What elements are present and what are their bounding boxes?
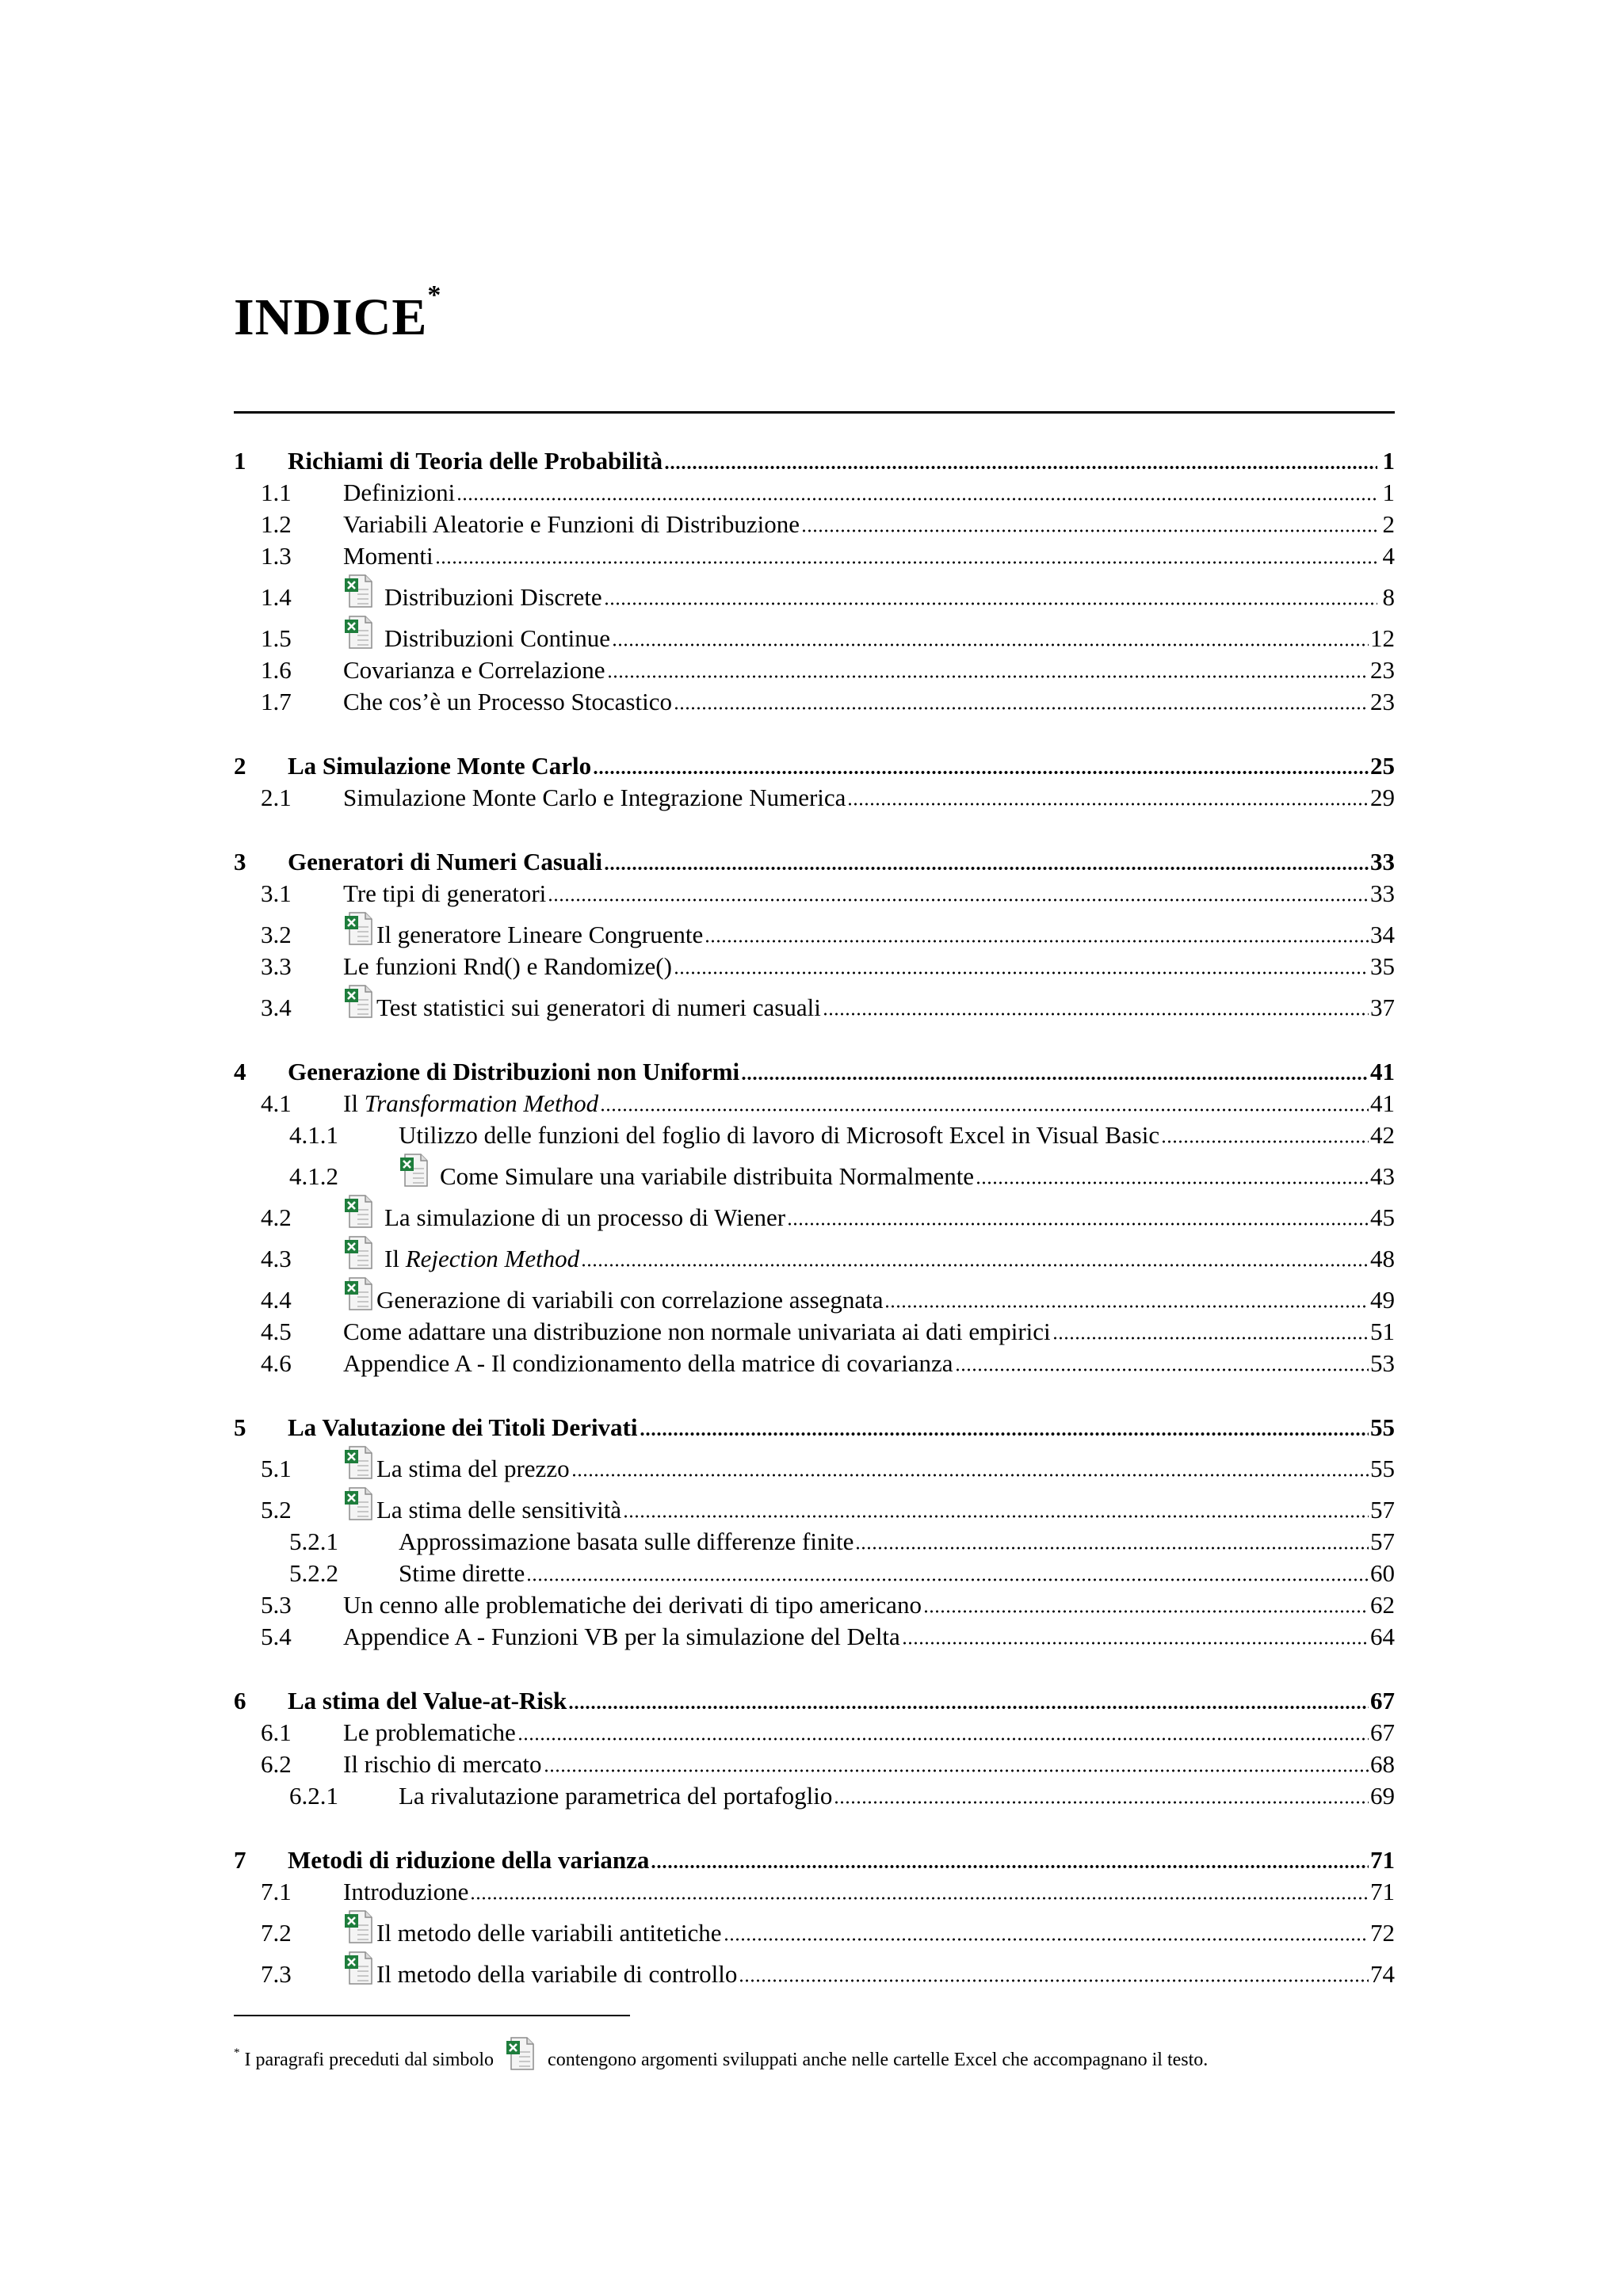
dot-leader: [640, 1432, 1369, 1436]
toc-number: 6.2: [261, 1750, 292, 1778]
toc-title: [343, 1878, 468, 1906]
toc-title-text: Le problematiche: [343, 1718, 516, 1746]
toc-title: [343, 510, 800, 539]
toc-number: 3.3: [261, 952, 292, 980]
dot-leader: [674, 971, 1369, 975]
dot-leader: [544, 1768, 1369, 1773]
toc-page-number: 41: [1370, 1058, 1395, 1085]
toc-chapter-entry: [234, 1685, 1395, 1717]
toc-page-number: 67: [1370, 1718, 1395, 1746]
toc-title: [288, 1687, 567, 1715]
toc-page-number: 64: [1370, 1623, 1395, 1650]
toc-title-text: Simulazione Monte Carlo e Integrazione Numerica: [343, 784, 846, 811]
toc-page-number: 57: [1370, 1496, 1395, 1524]
toc-title: [440, 1162, 974, 1191]
toc-section-entry: [234, 1908, 1395, 1949]
toc-page-number: 4: [1382, 542, 1395, 570]
toc-title-text: Che cos’è un Processo Stocastico: [343, 688, 672, 715]
toc-page-number: 74: [1370, 1960, 1395, 1988]
toc-section-entry: [234, 1151, 1395, 1192]
toc-section-entry: [234, 1621, 1395, 1653]
toc-title-text: Il generatore Lineare Congruente: [376, 921, 704, 948]
toc-title: [343, 784, 846, 812]
toc-title: [376, 1455, 570, 1483]
toc-title: [376, 1496, 621, 1524]
toc-number: 4.5: [261, 1318, 292, 1345]
toc-chapter-entry: [234, 750, 1395, 782]
toc-chapter-entry: [234, 445, 1395, 477]
excel-file-icon: [343, 1486, 375, 1521]
toc-page-number: 51: [1370, 1318, 1395, 1345]
toc-number: 1.1: [261, 479, 292, 506]
toc-number: 3.1: [261, 879, 292, 907]
toc-number: 3.2: [261, 921, 292, 948]
dot-leader: [955, 1367, 1369, 1372]
toc-section-entry: [234, 1558, 1395, 1589]
toc-title-italic: Transformation Method: [364, 1089, 599, 1117]
dot-leader: [847, 802, 1369, 807]
toc-section-entry: [234, 1589, 1395, 1621]
toc-section-entry: [234, 1275, 1395, 1316]
dot-leader: [470, 1896, 1369, 1901]
toc-title: [399, 1527, 854, 1556]
toc-page-number: 2: [1382, 510, 1395, 538]
toc-number: 4.3: [261, 1245, 292, 1272]
toc-page-number: 25: [1370, 752, 1395, 780]
excel-file-icon: [343, 1276, 375, 1311]
toc-title: [343, 1349, 953, 1378]
toc-page-number: 42: [1370, 1121, 1395, 1149]
toc-title: [343, 1318, 1051, 1346]
dot-leader: [581, 1263, 1369, 1268]
toc-section-entry: [234, 1119, 1395, 1151]
dot-leader: [823, 1012, 1369, 1016]
toc-title: [376, 921, 703, 949]
toc-title-text: Le funzioni Rnd() e Randomize(): [343, 952, 672, 980]
footnote-mark: *: [234, 2046, 240, 2059]
toc-page-number: 37: [1370, 994, 1395, 1021]
toc-title-text: La Valutazione dei Titoli Derivati: [288, 1413, 638, 1441]
toc-number: 3: [234, 848, 246, 875]
toc-number: 5.1: [261, 1455, 292, 1482]
toc-number: 5.4: [261, 1623, 292, 1650]
toc-section-entry: [234, 910, 1395, 951]
dot-leader: [674, 706, 1369, 711]
toc-page-number: 23: [1370, 688, 1395, 715]
toc-number: 4.1.1: [289, 1121, 338, 1149]
dot-leader: [435, 560, 1377, 565]
toc-section-entry: [234, 878, 1395, 910]
toc-number: 4.6: [261, 1349, 292, 1377]
dot-leader: [739, 1978, 1369, 1983]
excel-file-icon: [343, 1194, 375, 1229]
dot-leader: [724, 1937, 1369, 1942]
toc-title: [384, 624, 610, 653]
dot-leader: [741, 1076, 1369, 1081]
toc-section-entry: [234, 1234, 1395, 1275]
toc-section-entry: [234, 782, 1395, 814]
toc-number: 2.1: [261, 784, 292, 811]
dot-leader: [787, 1222, 1369, 1226]
excel-file-icon: [505, 2036, 537, 2071]
toc-page-number: 45: [1370, 1203, 1395, 1231]
toc-page-number: 55: [1370, 1455, 1395, 1482]
table-of-contents: [234, 445, 1395, 1990]
footnote-text-before: I paragrafi preceduti dal simbolo: [244, 2050, 495, 2070]
toc-title-text: Covarianza e Correlazione: [343, 656, 605, 684]
dot-leader: [855, 1546, 1369, 1550]
toc-page-number: 71: [1370, 1878, 1395, 1905]
toc-page-number: 67: [1370, 1687, 1395, 1714]
excel-file-icon: [343, 574, 375, 608]
toc-chapter-entry: [234, 846, 1395, 878]
toc-title-text: Test statistici sui generatori di numeri casuali: [376, 994, 821, 1021]
toc-page-number: 41: [1370, 1089, 1395, 1117]
toc-page-number: 72: [1370, 1919, 1395, 1947]
toc-title: [288, 848, 602, 876]
title-footnote-mark: *: [427, 280, 442, 310]
toc-number: 1.2: [261, 510, 292, 538]
excel-file-icon: [343, 984, 375, 1019]
toc-title: [288, 1058, 739, 1086]
toc-title-text: Definizioni: [343, 479, 456, 506]
dot-leader: [834, 1800, 1369, 1805]
toc-number: 5.3: [261, 1591, 292, 1619]
dot-leader: [923, 1609, 1369, 1614]
toc-title-text: Il metodo delle variabili antitetiche: [376, 1919, 722, 1947]
toc-title-text: Momenti: [343, 542, 433, 570]
toc-section-entry: [234, 1749, 1395, 1780]
toc-number: 3.4: [261, 994, 292, 1021]
toc-title: [376, 1286, 883, 1314]
toc-section-entry: [234, 654, 1395, 686]
dot-leader: [607, 674, 1369, 679]
toc-section-entry: [234, 572, 1395, 613]
toc-title-text: Variabili Aleatorie e Funzioni di Distribuzione: [343, 510, 800, 538]
title-text: INDICE: [234, 288, 428, 346]
toc-section-entry: [234, 1088, 1395, 1119]
toc-title-text: La stima del Value-at-Risk: [288, 1687, 567, 1714]
title-rule: [234, 411, 1395, 414]
dot-leader: [651, 1864, 1369, 1869]
toc-section-entry: [234, 540, 1395, 572]
toc-title: [376, 1960, 737, 1989]
toc-number: 1: [234, 447, 246, 475]
toc-number: 1.7: [261, 688, 292, 715]
toc-page-number: 60: [1370, 1559, 1395, 1587]
toc-page-number: 57: [1370, 1527, 1395, 1555]
toc-chapter-entry: [234, 1844, 1395, 1876]
toc-title: [376, 1919, 722, 1947]
dot-leader: [600, 1108, 1369, 1112]
dot-leader: [604, 866, 1369, 871]
toc-number: 4.1: [261, 1089, 292, 1117]
dot-leader: [604, 601, 1377, 606]
toc-title-text: Introduzione: [343, 1878, 469, 1905]
toc-number: 6: [234, 1687, 246, 1714]
toc-page-number: 55: [1370, 1413, 1395, 1441]
toc-title: [288, 752, 591, 780]
toc-section-entry: [234, 613, 1395, 654]
toc-number: 5.2.2: [289, 1559, 338, 1587]
toc-section-entry: [234, 686, 1395, 718]
dot-leader: [612, 643, 1369, 647]
toc-title-text: Generazione di variabili con correlazione assegnata: [376, 1286, 884, 1314]
toc-title-text: Il: [343, 1089, 365, 1117]
toc-title: [343, 1718, 516, 1747]
toc-title-text: Come adattare una distribuzione non normale univariata ai dati empirici: [343, 1318, 1051, 1345]
toc-title-text: Approssimazione basata sulle differenze finite: [399, 1527, 854, 1555]
toc-title-text: Appendice A - Il condizionamento della matrice di covarianza: [343, 1349, 953, 1377]
dot-leader: [664, 465, 1377, 470]
excel-file-icon: [343, 1951, 375, 1985]
toc-section-entry: [234, 1780, 1395, 1812]
page-title: [234, 280, 442, 346]
toc-page-number: 43: [1370, 1162, 1395, 1190]
toc-title-text: Stime dirette: [399, 1559, 525, 1587]
toc-title: [343, 1623, 900, 1651]
toc-section-entry: [234, 1949, 1395, 1990]
excel-file-icon: [343, 615, 375, 650]
toc-title-text: Il rischio di mercato: [343, 1750, 542, 1778]
toc-title-text: Generazione di Distribuzioni non Uniformi: [288, 1058, 740, 1085]
toc-page-number: 69: [1370, 1782, 1395, 1810]
toc-number: 4.2: [261, 1203, 292, 1231]
dot-leader: [548, 898, 1369, 902]
toc-title-text: Tre tipi di generatori: [343, 879, 547, 907]
toc-number: 5: [234, 1413, 246, 1441]
toc-number: 5.2.1: [289, 1527, 338, 1555]
toc-section-entry: [234, 1348, 1395, 1379]
toc-section-entry: [234, 509, 1395, 540]
toc-title: [376, 994, 821, 1022]
toc-number: 7.3: [261, 1960, 292, 1988]
excel-file-icon: [343, 1235, 375, 1270]
toc-section-entry: [234, 1192, 1395, 1234]
toc-number: 4: [234, 1058, 246, 1085]
dot-leader: [976, 1180, 1369, 1185]
toc-title-text: Il: [384, 1245, 406, 1272]
toc-section-entry: [234, 1526, 1395, 1558]
toc-section-entry: [234, 951, 1395, 982]
toc-page-number: 49: [1370, 1286, 1395, 1314]
dot-leader: [705, 939, 1369, 944]
toc-title: [399, 1121, 1159, 1150]
toc-page-number: 29: [1370, 784, 1395, 811]
toc-title: [343, 479, 455, 507]
toc-page-number: 53: [1370, 1349, 1395, 1377]
toc-number: 7.2: [261, 1919, 292, 1947]
dot-leader: [884, 1304, 1369, 1309]
toc-page-number: 33: [1370, 879, 1395, 907]
toc-title: [384, 1203, 785, 1232]
toc-title-text: Metodi di riduzione della varianza: [288, 1846, 650, 1874]
toc-title: [384, 1245, 579, 1273]
excel-file-icon: [343, 1445, 375, 1480]
dot-leader: [1052, 1336, 1369, 1341]
toc-chapter-entry: [234, 1056, 1395, 1088]
dot-leader: [517, 1737, 1369, 1741]
toc-title: [343, 542, 433, 570]
excel-file-icon: [399, 1153, 430, 1188]
toc-number: 7.1: [261, 1878, 292, 1905]
toc-title-text: Utilizzo delle funzioni del foglio di lavoro di Microsoft Excel in Visual Basic: [399, 1121, 1160, 1149]
toc-number: 4.4: [261, 1286, 292, 1314]
dot-leader: [593, 770, 1369, 775]
toc-title-text: Come Simulare una variabile distribuita Normalmente: [440, 1162, 975, 1190]
toc-title: [343, 952, 672, 981]
toc-title-italic: Rejection Method: [405, 1245, 580, 1272]
dot-leader: [526, 1577, 1369, 1582]
toc-chapter-entry: [234, 1412, 1395, 1444]
toc-number: 1.6: [261, 656, 292, 684]
toc-number: 4.1.2: [289, 1162, 338, 1190]
dot-leader: [571, 1473, 1369, 1478]
toc-title: [343, 879, 546, 908]
toc-section-entry: [234, 1717, 1395, 1749]
toc-number: 1.3: [261, 542, 292, 570]
toc-title-text: Richiami di Teoria delle Probabilità: [288, 447, 663, 475]
toc-section-entry: [234, 1444, 1395, 1485]
toc-section-entry: [234, 1316, 1395, 1348]
toc-page-number: 48: [1370, 1245, 1395, 1272]
toc-title-text: Un cenno alle problematiche dei derivati di tipo americano: [343, 1591, 922, 1619]
footnote: [234, 2042, 1208, 2077]
toc-number: 6.1: [261, 1718, 292, 1746]
toc-page-number: 62: [1370, 1591, 1395, 1619]
excel-file-icon: [343, 911, 375, 946]
toc-title-text: Il metodo della variabile di controllo: [376, 1960, 738, 1988]
toc-title-text: La stima del prezzo: [376, 1455, 570, 1482]
toc-page-number: 33: [1370, 848, 1395, 875]
toc-title: [343, 1591, 922, 1619]
toc-page-number: 8: [1382, 583, 1395, 611]
toc-number: 2: [234, 752, 246, 780]
toc-title-text: La Simulazione Monte Carlo: [288, 752, 592, 780]
toc-number: 5.2: [261, 1496, 292, 1524]
dot-leader: [568, 1705, 1369, 1710]
dot-leader: [623, 1514, 1369, 1519]
toc-title: [399, 1782, 832, 1810]
toc-page-number: 35: [1370, 952, 1395, 980]
toc-title-text: Generatori di Numeri Casuali: [288, 848, 602, 875]
toc-number: 1.5: [261, 624, 292, 652]
toc-title: [288, 1413, 638, 1442]
toc-section-entry: [234, 1876, 1395, 1908]
toc-section-entry: [234, 1485, 1395, 1526]
excel-file-icon: [343, 1909, 375, 1944]
toc-title: [343, 656, 605, 685]
toc-title-text: La stima delle sensitività: [376, 1496, 622, 1524]
toc-page-number: 12: [1370, 624, 1395, 652]
toc-page-number: 23: [1370, 656, 1395, 684]
dot-leader: [1161, 1139, 1369, 1144]
toc-page-number: 34: [1370, 921, 1395, 948]
toc-page-number: 1: [1382, 447, 1395, 475]
footnote-text-after: contengono argomenti sviluppati anche nelle cartelle Excel che accompagnano il testo.: [548, 2050, 1209, 2070]
toc-title: [343, 1750, 542, 1779]
toc-title-text: La simulazione di un processo di Wiener: [384, 1203, 786, 1231]
toc-title-text: La rivalutazione parametrica del portafoglio: [399, 1782, 833, 1810]
toc-title: [343, 1089, 598, 1118]
toc-page-number: 1: [1382, 479, 1395, 506]
toc-number: 1.4: [261, 583, 292, 611]
toc-title-text: Distribuzioni Discrete: [384, 583, 602, 611]
dot-leader: [801, 528, 1377, 533]
toc-page-number: 71: [1370, 1846, 1395, 1874]
toc-page-number: 68: [1370, 1750, 1395, 1778]
toc-title-text: Distribuzioni Continue: [384, 624, 611, 652]
toc-title: [343, 688, 672, 716]
toc-number: 7: [234, 1846, 246, 1874]
toc-title-text: Appendice A - Funzioni VB per la simulazione del Delta: [343, 1623, 900, 1650]
footnote-rule: [234, 2015, 630, 2016]
dot-leader: [456, 497, 1377, 502]
dot-leader: [902, 1641, 1369, 1646]
toc-title: [399, 1559, 525, 1588]
toc-section-entry: [234, 982, 1395, 1024]
toc-section-entry: [234, 477, 1395, 509]
toc-title: [288, 1846, 649, 1875]
toc-title: [384, 583, 602, 612]
toc-title: [288, 447, 663, 475]
toc-number: 6.2.1: [289, 1782, 338, 1810]
